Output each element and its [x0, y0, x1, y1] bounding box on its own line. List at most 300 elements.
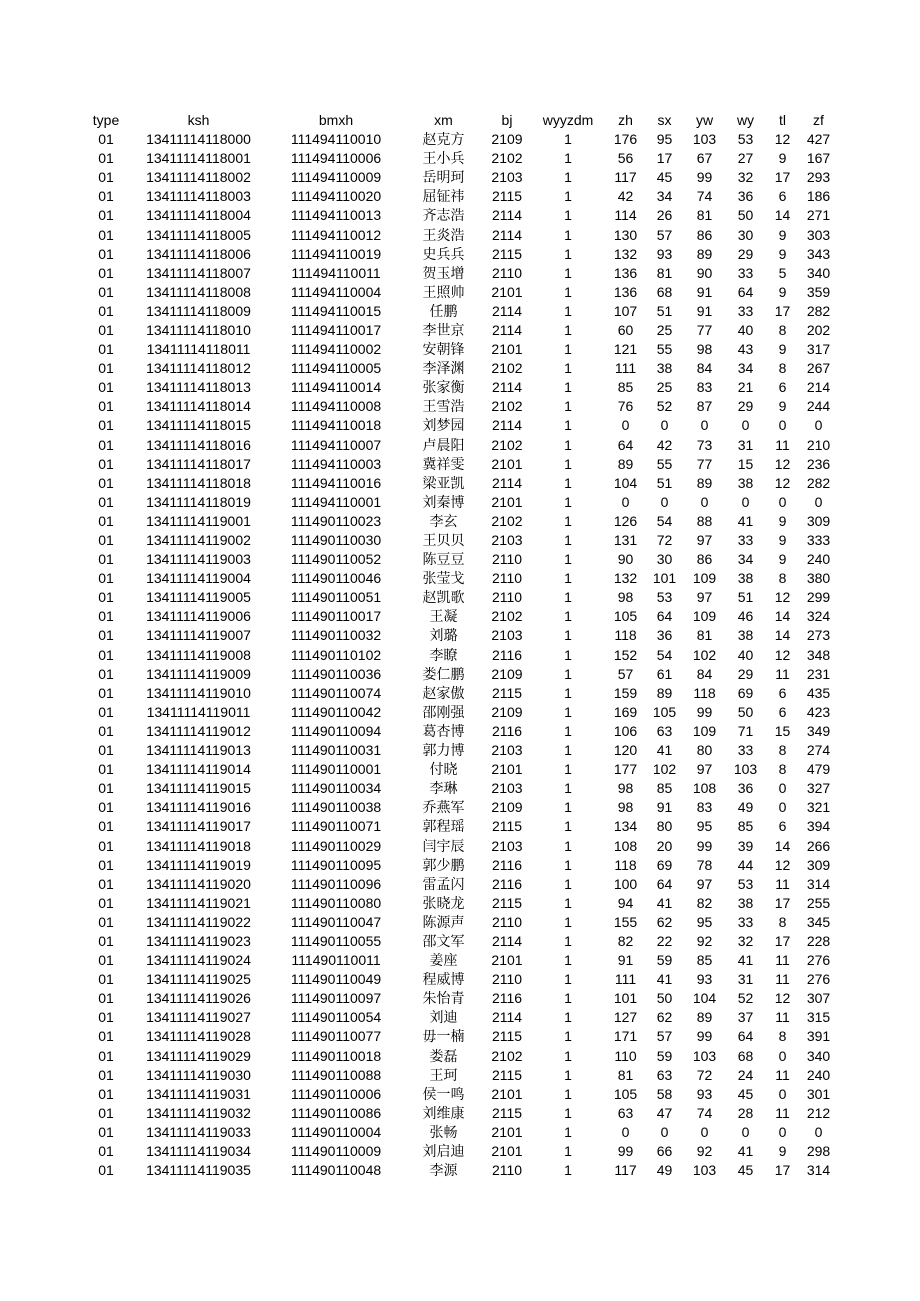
cell-xm: 梁亚凯	[422, 474, 465, 491]
cell-bj: 2114	[491, 932, 523, 949]
cell-zf: 303	[806, 226, 831, 243]
cell-bmxh: 111494110014	[290, 379, 382, 396]
cell-tl: 9	[778, 341, 787, 358]
cell-ksh: 13411114119005	[146, 589, 251, 606]
cell-ksh: 13411114119008	[146, 646, 251, 663]
cell-ksh: 13411114119013	[146, 742, 251, 759]
cell-zf: 255	[806, 894, 831, 911]
cell-bj: 2110	[491, 589, 523, 606]
cell-wy: 69	[737, 684, 754, 701]
cell-yw: 99	[696, 837, 713, 854]
cell-tl: 9	[778, 512, 787, 529]
cell-wy: 33	[737, 302, 754, 319]
cell-zf: 479	[806, 761, 831, 778]
cell-zh: 171	[613, 1028, 638, 1045]
cell-type: 01	[98, 417, 114, 434]
cell-xm: 郭少鹏	[422, 856, 465, 873]
cell-zf: 273	[806, 627, 831, 644]
cell-bj: 2102	[491, 512, 523, 529]
cell-bj: 2115	[491, 818, 523, 835]
cell-type: 01	[98, 321, 114, 338]
cell-ksh: 13411114118015	[146, 417, 251, 434]
column-header-bj: bj	[501, 112, 513, 128]
cell-bmxh: 111494110011	[291, 264, 381, 281]
cell-ksh: 13411114119025	[146, 971, 251, 988]
cell-wyyzdm: 1	[564, 1047, 572, 1064]
cell-wyyzdm: 1	[564, 856, 572, 873]
cell-tl: 17	[774, 932, 791, 949]
cell-zh: 177	[613, 761, 638, 778]
cell-bj: 2115	[491, 245, 523, 262]
cell-sx: 72	[656, 532, 673, 549]
cell-sx: 93	[656, 245, 673, 262]
cell-xm: 刘维康	[422, 1104, 465, 1121]
cell-sx: 102	[652, 761, 677, 778]
cell-ksh: 13411114119031	[146, 1085, 251, 1102]
cell-zf: 345	[806, 913, 831, 930]
cell-xm: 邵文军	[422, 932, 465, 949]
cell-sx: 91	[656, 799, 673, 816]
cell-type: 01	[98, 455, 114, 472]
table-row	[86, 798, 840, 817]
cell-wy: 103	[733, 761, 758, 778]
cell-sx: 0	[660, 493, 669, 510]
cell-type: 01	[98, 570, 114, 587]
cell-zh: 81	[617, 1066, 634, 1083]
cell-wyyzdm: 1	[564, 455, 572, 472]
cell-bj: 2114	[491, 207, 523, 224]
cell-bmxh: 111490110086	[290, 1104, 382, 1121]
cell-ksh: 13411114119032	[146, 1104, 251, 1121]
table-row	[86, 493, 840, 512]
table-row	[86, 684, 840, 703]
cell-type: 01	[98, 952, 114, 969]
table-row	[86, 359, 840, 378]
cell-bj: 2101	[491, 455, 523, 472]
cell-bmxh: 111490110080	[290, 894, 382, 911]
cell-bmxh: 111494110010	[290, 131, 382, 148]
cell-xm: 郭程瑶	[422, 818, 465, 835]
cell-yw: 82	[696, 894, 713, 911]
cell-wy: 41	[737, 1143, 754, 1160]
cell-type: 01	[98, 875, 114, 892]
cell-xm: 王炎浩	[422, 226, 465, 243]
cell-ksh: 13411114118001	[146, 150, 251, 167]
cell-ksh: 13411114119021	[146, 894, 251, 911]
cell-tl: 8	[778, 321, 787, 338]
table-row	[86, 626, 840, 645]
cell-yw: 93	[696, 971, 713, 988]
cell-bmxh: 111490110034	[290, 780, 382, 797]
cell-bmxh: 111490110094	[290, 722, 382, 739]
cell-zf: 333	[806, 532, 831, 549]
table-row	[86, 665, 840, 684]
cell-ksh: 13411114118016	[146, 436, 251, 453]
cell-type: 01	[98, 742, 114, 759]
cell-yw: 77	[696, 455, 713, 472]
cell-bj: 2101	[491, 1143, 523, 1160]
cell-bj: 2114	[491, 321, 523, 338]
cell-zh: 98	[617, 799, 634, 816]
cell-bmxh: 111494110001	[290, 493, 382, 510]
cell-tl: 0	[778, 417, 787, 434]
cell-xm: 姜座	[429, 952, 458, 969]
cell-bmxh: 111494110006	[290, 150, 382, 167]
cell-bj: 2109	[491, 799, 523, 816]
cell-type: 01	[98, 436, 114, 453]
cell-yw: 92	[696, 1143, 713, 1160]
cell-tl: 0	[778, 1123, 787, 1140]
cell-bj: 2114	[491, 474, 523, 491]
cell-yw: 74	[696, 188, 713, 205]
cell-zh: 111	[614, 971, 637, 988]
cell-bj: 2109	[491, 665, 523, 682]
cell-wy: 52	[737, 990, 754, 1007]
cell-wy: 38	[737, 570, 754, 587]
cell-type: 01	[98, 627, 114, 644]
cell-bmxh: 111490110011	[291, 952, 381, 969]
cell-zh: 111	[614, 360, 637, 377]
cell-yw: 89	[696, 474, 713, 491]
cell-bj: 2101	[491, 341, 523, 358]
cell-zf: 186	[806, 188, 831, 205]
cell-wyyzdm: 1	[564, 1085, 572, 1102]
cell-wy: 0	[741, 493, 750, 510]
table-row	[86, 932, 840, 951]
cell-xm: 张莹戈	[422, 570, 465, 587]
cell-wy: 33	[737, 264, 754, 281]
table-row	[86, 760, 840, 779]
cell-wyyzdm: 1	[564, 875, 572, 892]
cell-yw: 86	[696, 551, 713, 568]
cell-yw: 102	[692, 646, 717, 663]
cell-zh: 64	[617, 436, 634, 453]
cell-zh: 101	[613, 990, 638, 1007]
column-header-wy: wy	[736, 112, 755, 128]
cell-tl: 12	[774, 856, 791, 873]
table-row	[86, 1161, 840, 1180]
cell-type: 01	[98, 1047, 114, 1064]
table-row	[86, 588, 840, 607]
cell-zh: 106	[613, 722, 638, 739]
cell-bj: 2103	[491, 532, 523, 549]
cell-sx: 22	[656, 932, 673, 949]
cell-yw: 97	[696, 875, 713, 892]
cell-sx: 30	[656, 551, 673, 568]
cell-bmxh: 111490110023	[290, 512, 382, 529]
cell-wy: 0	[741, 1123, 750, 1140]
cell-wyyzdm: 1	[564, 818, 572, 835]
cell-zh: 130	[613, 226, 638, 243]
cell-ksh: 13411114118002	[146, 169, 251, 186]
cell-tl: 5	[778, 264, 787, 281]
column-header-sx: sx	[657, 112, 672, 128]
cell-bj: 2101	[491, 1085, 523, 1102]
cell-tl: 14	[774, 627, 791, 644]
cell-type: 01	[98, 341, 114, 358]
column-header-ksh: ksh	[187, 112, 210, 128]
cell-wyyzdm: 1	[564, 589, 572, 606]
cell-tl: 6	[778, 818, 787, 835]
cell-bj: 2114	[491, 417, 523, 434]
cell-zf: 299	[806, 589, 831, 606]
cell-wy: 37	[737, 1009, 754, 1026]
cell-wy: 15	[737, 455, 754, 472]
cell-wyyzdm: 1	[564, 1143, 572, 1160]
cell-tl: 9	[778, 283, 787, 300]
cell-tl: 11	[775, 875, 790, 892]
cell-type: 01	[98, 398, 114, 415]
cell-zh: 117	[614, 169, 637, 186]
cell-bmxh: 111490110077	[290, 1028, 382, 1045]
cell-ksh: 13411114119001	[146, 512, 251, 529]
cell-bmxh: 111490110009	[290, 1143, 382, 1160]
table-body	[86, 130, 840, 1180]
cell-ksh: 13411114118008	[146, 283, 251, 300]
cell-xm: 李泽渊	[422, 360, 465, 377]
table-row	[86, 436, 840, 455]
cell-sx: 85	[656, 780, 673, 797]
cell-wy: 29	[737, 398, 754, 415]
cell-wy: 50	[737, 703, 754, 720]
cell-sx: 26	[656, 207, 673, 224]
cell-sx: 57	[656, 226, 673, 243]
table-row	[86, 550, 840, 569]
cell-ksh: 13411114119007	[146, 627, 251, 644]
cell-type: 01	[98, 1028, 114, 1045]
cell-wy: 38	[737, 627, 754, 644]
cell-yw: 86	[696, 226, 713, 243]
cell-zf: 380	[806, 570, 831, 587]
cell-sx: 69	[656, 856, 673, 873]
cell-wy: 27	[737, 150, 754, 167]
cell-xm: 刘启迪	[422, 1143, 465, 1160]
cell-bmxh: 111490110074	[290, 684, 382, 701]
cell-type: 01	[98, 646, 114, 663]
cell-tl: 11	[775, 952, 790, 969]
cell-wy: 46	[737, 608, 754, 625]
cell-sx: 41	[656, 742, 673, 759]
cell-wy: 51	[737, 589, 754, 606]
cell-wy: 43	[737, 341, 754, 358]
cell-wy: 41	[737, 952, 754, 969]
cell-wy: 36	[737, 780, 754, 797]
cell-wyyzdm: 1	[564, 551, 572, 568]
cell-wy: 40	[737, 321, 754, 338]
cell-xm: 安朝锋	[422, 341, 465, 358]
cell-sx: 68	[656, 283, 673, 300]
cell-sx: 54	[656, 646, 673, 663]
cell-bj: 2110	[491, 264, 523, 281]
cell-yw: 90	[696, 264, 713, 281]
cell-sx: 52	[656, 398, 673, 415]
table-row	[86, 1008, 840, 1027]
cell-xm: 付晓	[429, 761, 458, 778]
cell-xm: 程威博	[422, 971, 465, 988]
cell-zf: 340	[806, 1047, 831, 1064]
cell-wyyzdm: 1	[564, 169, 572, 186]
cell-xm: 冀祥雯	[422, 455, 465, 472]
cell-tl: 11	[775, 665, 790, 682]
cell-xm: 王小兵	[422, 150, 465, 167]
cell-xm: 王照帅	[422, 283, 465, 300]
table-row	[86, 455, 840, 474]
table-row	[86, 817, 840, 836]
cell-bmxh: 111494110007	[290, 436, 382, 453]
cell-ksh: 13411114119018	[146, 837, 251, 854]
table-row	[86, 149, 840, 168]
table-row	[86, 340, 840, 359]
cell-tl: 0	[778, 1047, 787, 1064]
cell-wy: 33	[737, 742, 754, 759]
cell-xm: 张晓龙	[422, 894, 465, 911]
cell-wy: 21	[737, 379, 754, 396]
cell-wyyzdm: 1	[564, 131, 572, 148]
cell-sx: 34	[656, 188, 673, 205]
column-header-bmxh: bmxh	[318, 112, 354, 128]
cell-xm: 赵凯歌	[422, 589, 465, 606]
cell-wyyzdm: 1	[564, 321, 572, 338]
cell-wy: 29	[737, 245, 754, 262]
cell-zf: 324	[806, 608, 831, 625]
cell-type: 01	[98, 532, 114, 549]
cell-type: 01	[98, 245, 114, 262]
table-row	[86, 416, 840, 435]
cell-type: 01	[98, 780, 114, 797]
cell-ksh: 13411114119020	[146, 875, 251, 892]
cell-sx: 55	[656, 455, 673, 472]
cell-wyyzdm: 1	[564, 913, 572, 930]
cell-zh: 118	[614, 856, 637, 873]
cell-yw: 83	[696, 379, 713, 396]
cell-wy: 45	[737, 1162, 754, 1179]
cell-zh: 0	[621, 1123, 630, 1140]
column-header-tl: tl	[779, 112, 786, 128]
cell-sx: 41	[656, 894, 673, 911]
cell-wy: 34	[737, 551, 754, 568]
column-header-zf: zf	[813, 112, 824, 128]
cell-tl: 8	[778, 761, 787, 778]
cell-tl: 0	[778, 799, 787, 816]
cell-wyyzdm: 1	[564, 971, 572, 988]
table-row	[86, 512, 840, 531]
cell-zf: 202	[806, 321, 831, 338]
cell-type: 01	[98, 913, 114, 930]
cell-ksh: 13411114119014	[146, 761, 251, 778]
cell-type: 01	[98, 761, 114, 778]
cell-yw: 109	[692, 608, 717, 625]
cell-type: 01	[98, 360, 114, 377]
table-row	[86, 1085, 840, 1104]
cell-yw: 99	[696, 169, 713, 186]
cell-bmxh: 111490110017	[290, 608, 382, 625]
cell-tl: 15	[774, 722, 791, 739]
column-header-zh: zh	[618, 112, 633, 128]
cell-sx: 20	[656, 837, 673, 854]
cell-type: 01	[98, 799, 114, 816]
cell-ksh: 13411114119016	[146, 799, 251, 816]
cell-type: 01	[98, 551, 114, 568]
cell-xm: 乔燕军	[422, 799, 465, 816]
cell-wyyzdm: 1	[564, 761, 572, 778]
cell-tl: 8	[778, 570, 787, 587]
cell-yw: 97	[696, 532, 713, 549]
cell-zh: 104	[613, 474, 638, 491]
cell-xm: 赵家傲	[422, 684, 465, 701]
cell-sx: 41	[656, 971, 673, 988]
table-row	[86, 302, 840, 321]
cell-wy: 33	[737, 532, 754, 549]
cell-tl: 17	[774, 169, 791, 186]
cell-zh: 131	[613, 532, 638, 549]
cell-zf: 0	[814, 417, 823, 434]
cell-bmxh: 111490110071	[290, 818, 382, 835]
cell-bj: 2116	[491, 990, 523, 1007]
cell-bmxh: 111494110016	[290, 474, 382, 491]
cell-zf: 271	[806, 207, 831, 224]
cell-ksh: 13411114119023	[146, 932, 251, 949]
cell-bj: 2101	[491, 493, 523, 510]
cell-bmxh: 111494110008	[290, 398, 382, 415]
cell-sx: 36	[656, 627, 673, 644]
cell-type: 01	[98, 169, 114, 186]
cell-xm: 李琳	[429, 780, 458, 797]
cell-zh: 91	[617, 952, 634, 969]
cell-bmxh: 111494110018	[290, 417, 382, 434]
cell-sx: 64	[656, 608, 673, 625]
cell-zh: 117	[614, 1162, 637, 1179]
cell-bj: 2101	[491, 283, 523, 300]
cell-tl: 14	[774, 837, 791, 854]
cell-bmxh: 111494110015	[290, 302, 382, 319]
cell-zf: 282	[806, 302, 831, 319]
cell-bj: 2103	[491, 169, 523, 186]
cell-tl: 8	[778, 1028, 787, 1045]
cell-bj: 2116	[491, 875, 523, 892]
cell-type: 01	[98, 703, 114, 720]
cell-type: 01	[98, 188, 114, 205]
cell-type: 01	[98, 1066, 114, 1083]
cell-zh: 169	[613, 703, 638, 720]
cell-zf: 276	[806, 952, 831, 969]
cell-sx: 0	[660, 1123, 669, 1140]
cell-xm: 毋一楠	[422, 1028, 465, 1045]
cell-ksh: 13411114118004	[146, 207, 251, 224]
cell-wyyzdm: 1	[564, 360, 572, 377]
cell-wyyzdm: 1	[564, 1009, 572, 1026]
cell-zf: 240	[806, 1066, 831, 1083]
cell-sx: 50	[656, 990, 673, 1007]
cell-bj: 2103	[491, 742, 523, 759]
cell-wy: 44	[737, 856, 754, 873]
cell-xm: 郭力博	[422, 742, 465, 759]
cell-ksh: 13411114118003	[146, 188, 251, 205]
cell-sx: 101	[652, 570, 677, 587]
table-row	[86, 779, 840, 798]
column-header-yw: yw	[695, 112, 714, 128]
cell-zf: 293	[806, 169, 831, 186]
cell-ksh: 13411114119030	[146, 1066, 251, 1083]
cell-zf: 298	[806, 1143, 831, 1160]
cell-wyyzdm: 1	[564, 722, 572, 739]
cell-wy: 45	[737, 1085, 754, 1102]
cell-type: 01	[98, 1143, 114, 1160]
cell-bmxh: 111490110038	[290, 799, 382, 816]
cell-sx: 81	[656, 264, 673, 281]
cell-ksh: 13411114119015	[146, 780, 251, 797]
cell-wy: 0	[741, 417, 750, 434]
cell-zh: 63	[617, 1104, 634, 1121]
